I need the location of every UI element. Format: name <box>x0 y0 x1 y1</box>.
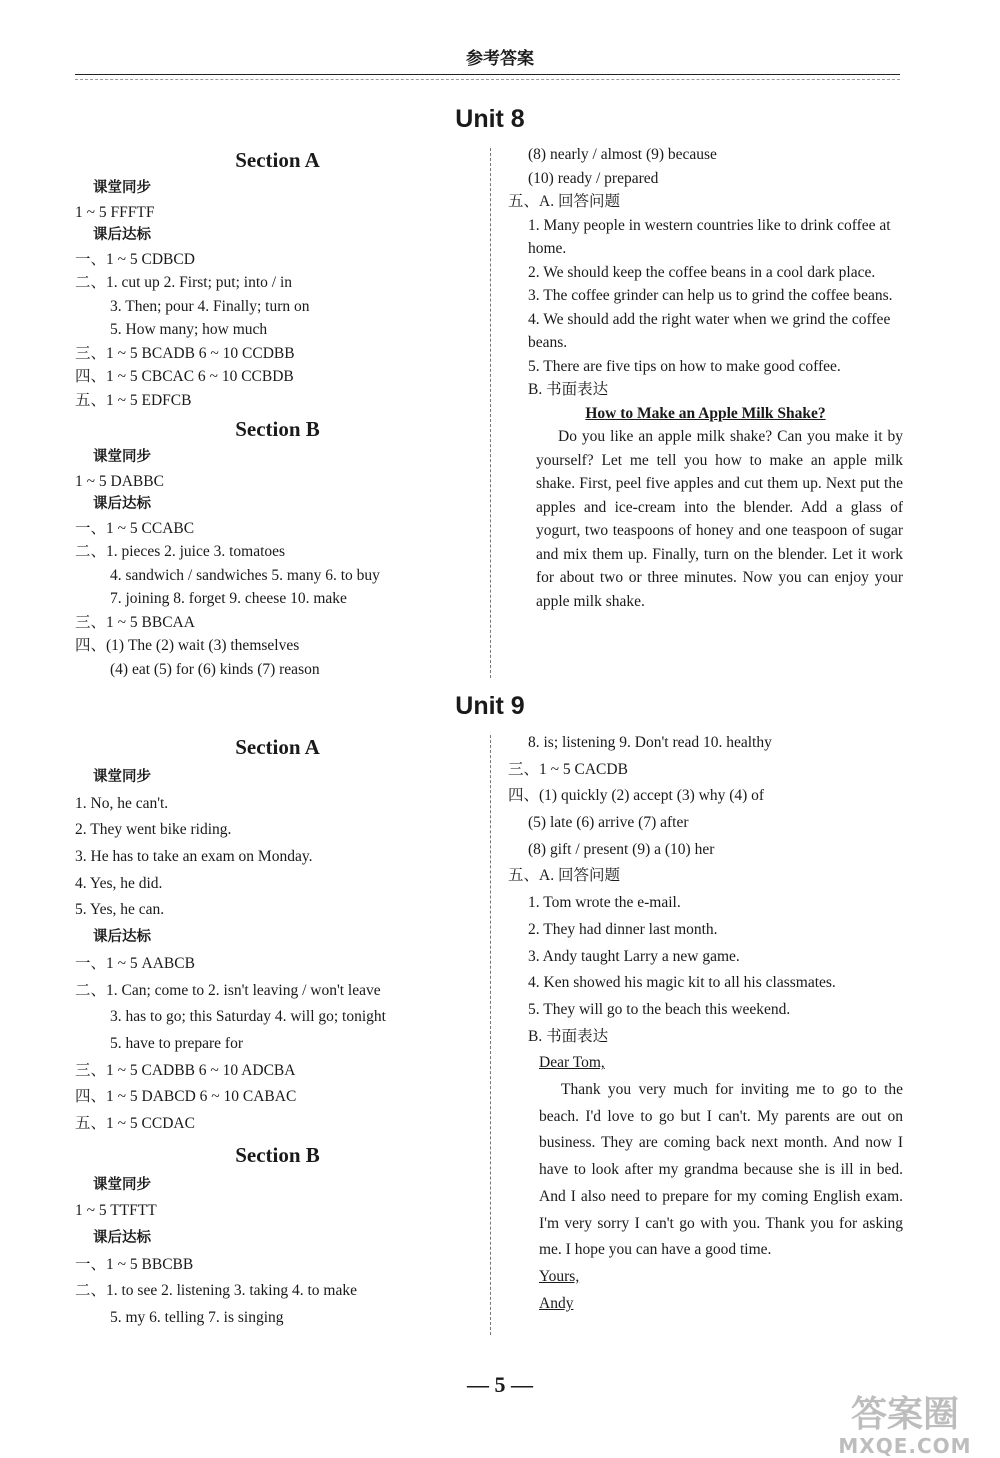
essay-title: How to Make an Apple Milk Shake? <box>585 404 826 422</box>
answer-line: 2. We should keep the coffee beans in a cool dark place. <box>528 263 876 281</box>
answer-line: 5. They will go to the beach this weekend. <box>528 1000 791 1018</box>
section-heading: Section A <box>235 735 320 759</box>
answer-line: 三、1 ~ 5 BBCAA <box>75 613 195 631</box>
header-rule <box>75 74 900 75</box>
answer-line: 一、1 ~ 5 CDBCD <box>75 250 195 268</box>
answer-line: 一、1 ~ 5 BBCBB <box>75 1255 194 1273</box>
answer-line: 4. Yes, he did. <box>75 874 163 892</box>
answer-line: 一、1 ~ 5 CCABC <box>75 519 195 537</box>
answer-line: 3. The coffee grinder can help us to grind the coffee beans. <box>528 287 893 304</box>
unit9-column-divider <box>490 735 491 1335</box>
answer-line: (5) late (6) arrive (7) after <box>528 814 689 832</box>
unit8-right-lines <box>508 143 903 402</box>
unit9-left-column <box>75 730 480 1332</box>
answer-line: (8) gift / present (9) a (10) her <box>528 840 715 858</box>
answer-line: 5. There are five tips on how to make good coffee. <box>528 357 841 375</box>
letter-body: Thank you very much for inviting me to go to the beach. I'd love to go but I can't. My parents are out on business. They are coming back next month. And now I have to look after my grandma because she is ill in bed. And I also need to prepare for my coming English exam. I'm very sorry I can't go with you. Thank you for asking me. I hope you can have a good time. <box>539 1081 903 1259</box>
answer-line: 四、(1) The (2) wait (3) themselves <box>75 637 300 654</box>
answer-line: 四、1 ~ 5 DABCD 6 ~ 10 CABAC <box>75 1088 297 1106</box>
page-header: 参考答案 <box>466 49 534 69</box>
answer-line: 5. my 6. telling 7. is singing <box>110 1309 284 1327</box>
answer-line: B. 书面表达 <box>528 381 609 398</box>
answer-line: 1. Many people in western countries like to drink coffee at home. <box>528 216 891 257</box>
answer-line: 5. How many; how much <box>110 321 268 338</box>
answer-line: (10) ready / prepared <box>528 169 659 187</box>
answer-line: 四、(1) quickly (2) accept (3) why (4) of <box>508 787 765 805</box>
answer-line: 二、1. Can; come to 2. isn't leaving / won't leave <box>75 981 381 999</box>
answer-line: 二、1. pieces 2. juice 3. tomatoes <box>75 543 286 560</box>
subsection-heading: 课堂同步 <box>93 449 151 465</box>
subsection-heading: 课后达标 <box>93 227 151 243</box>
watermark-logo <box>820 1395 990 1457</box>
subsection-heading: 课堂同步 <box>93 1176 151 1193</box>
answer-line: 7. joining 8. forget 9. cheese 10. make <box>110 590 347 607</box>
unit8-left-column <box>75 143 480 681</box>
section-heading: Section A <box>235 148 320 172</box>
answer-line: 3. He has to take an exam on Monday. <box>75 848 313 866</box>
answer-line: 五、A. 回答问题 <box>508 867 620 885</box>
answer-line: 3. has to go; this Saturday 4. will go; tonight <box>110 1008 386 1026</box>
answer-line: 四、1 ~ 5 CBCAC 6 ~ 10 CCBDB <box>75 368 294 385</box>
answer-line: 三、1 ~ 5 CADBB 6 ~ 10 ADCBA <box>75 1061 296 1079</box>
answer-line: 三、1 ~ 5 CACDB <box>508 760 628 778</box>
section-heading: Section B <box>235 1142 320 1167</box>
answer-line: 二、1. cut up 2. First; put; into / in <box>75 274 293 291</box>
answer-line: 4. Ken showed his magic kit to all his classmates. <box>528 974 836 992</box>
answer-line: 二、1. to see 2. listening 3. taking 4. to make <box>75 1282 357 1300</box>
answer-line: (8) nearly / almost (9) because <box>528 146 717 163</box>
watermark-url: MXQE.COM <box>838 1434 972 1458</box>
unit9-right-column <box>508 730 903 1317</box>
letter-signature: Andy <box>539 1294 574 1312</box>
subsection-heading: 课后达标 <box>93 496 151 512</box>
letter-greeting: Dear Tom, <box>539 1054 605 1072</box>
answer-line: 4. sandwich / sandwiches 5. many 6. to buy <box>110 566 380 584</box>
subsection-heading: 课后达标 <box>93 1230 151 1246</box>
answer-line: 5. Yes, he can. <box>75 901 165 919</box>
unit8-title: Unit 8 <box>455 105 525 133</box>
page-number: — 5 — <box>467 1372 533 1397</box>
unit9-title: Unit 9 <box>455 692 525 720</box>
section-heading: Section B <box>235 417 320 441</box>
answer-line: 5. have to prepare for <box>110 1034 243 1052</box>
answer-line: 五、1 ~ 5 EDFCB <box>75 391 192 409</box>
unit8-right-column <box>508 143 903 613</box>
answer-line: 1 ~ 5 DABBC <box>75 472 164 490</box>
answer-line: 五、1 ~ 5 CCDAC <box>75 1114 195 1132</box>
answer-line: 3. Andy taught Larry a new game. <box>528 947 740 965</box>
answer-line: 1 ~ 5 FFFTF <box>75 203 155 221</box>
answer-line: 一、1 ~ 5 AABCB <box>75 954 195 972</box>
answer-line: 2. They went bike riding. <box>75 821 232 839</box>
subsection-heading: 课后达标 <box>93 929 151 946</box>
answer-line: 1 ~ 5 TTFTT <box>75 1202 157 1220</box>
unit9-right-lines <box>508 730 903 1050</box>
subsection-heading: 课堂同步 <box>93 180 151 196</box>
answer-line: 五、A. 回答问题 <box>508 193 620 210</box>
letter-closing: Yours, <box>539 1268 580 1285</box>
answer-line: 1. No, he can't. <box>75 794 169 812</box>
unit8-column-divider <box>490 148 491 678</box>
subsection-heading: 课堂同步 <box>93 769 151 785</box>
answer-line: 3. Then; pour 4. Finally; turn on <box>110 297 310 315</box>
answer-line: 2. They had dinner last month. <box>528 920 718 938</box>
answer-line: 4. We should add the right water when we grind the coffee beans. <box>528 310 891 351</box>
answer-line: B. 书面表达 <box>528 1027 609 1045</box>
answer-line: 8. is; listening 9. Don't read 10. healthy <box>528 734 772 751</box>
header-rule-dashed <box>75 79 900 80</box>
answer-line: (4) eat (5) for (6) kinds (7) reason <box>110 660 320 678</box>
watermark-text: 答案圈 <box>850 1394 959 1435</box>
answer-line: 三、1 ~ 5 BCADB 6 ~ 10 CCDBB <box>75 344 295 362</box>
essay-body: Do you like an apple milk shake? Can you make it by yourself? Let me tell you how to make an apple milk shake. First, peel five apples and cut them up. Next put the apples and ice-cream into the blender. Add a glass of yogurt, two teaspoons of honey and one teaspoon of sugar and mix them up. Finally, turn on the blender. Let it work for about two or three minutes. Now you can enjoy your apple milk shake. <box>536 428 903 610</box>
answer-line: 1. Tom wrote the e-mail. <box>528 894 681 912</box>
